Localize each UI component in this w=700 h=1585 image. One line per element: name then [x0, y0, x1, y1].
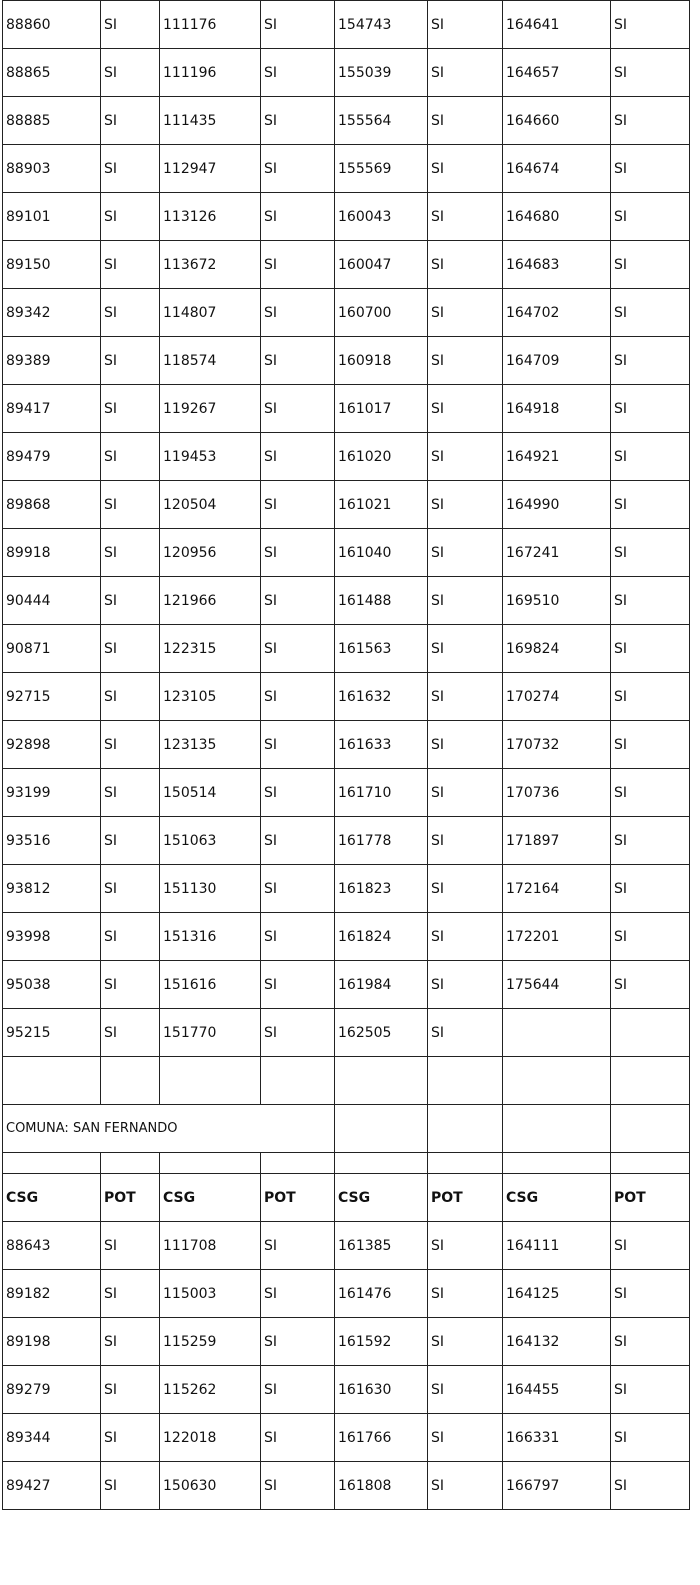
- csg-cell: [160, 1057, 261, 1105]
- pot-cell: SI: [611, 385, 690, 433]
- csg-cell: 111435: [160, 97, 261, 145]
- pot-header: POT: [611, 1174, 690, 1222]
- csg-cell: 88643: [3, 1222, 101, 1270]
- table-row: [3, 577, 690, 625]
- pot-cell: SI: [611, 1462, 690, 1510]
- pot-cell: SI: [611, 817, 690, 865]
- table-row: [3, 481, 690, 529]
- pot-cell: SI: [611, 97, 690, 145]
- table-row: [3, 1318, 690, 1366]
- empty-cell: [3, 1153, 101, 1174]
- pot-cell: SI: [261, 97, 335, 145]
- csg-cell: 161824: [335, 913, 428, 961]
- csg-cell: 89344: [3, 1414, 101, 1462]
- pot-cell: SI: [428, 385, 503, 433]
- pot-cell: SI: [101, 49, 160, 97]
- csg-cell: 89479: [3, 433, 101, 481]
- pot-cell: SI: [611, 625, 690, 673]
- csg-cell: 160043: [335, 193, 428, 241]
- csg-cell: 161020: [335, 433, 428, 481]
- pot-cell: SI: [101, 145, 160, 193]
- table-row: [3, 97, 690, 145]
- csg-cell: 95038: [3, 961, 101, 1009]
- csg-cell: 115262: [160, 1366, 261, 1414]
- csg-header: CSG: [160, 1174, 261, 1222]
- csg-cell: 161984: [335, 961, 428, 1009]
- csg-cell: 122018: [160, 1414, 261, 1462]
- pot-cell: SI: [428, 865, 503, 913]
- pot-cell: SI: [428, 673, 503, 721]
- csg-cell: 88865: [3, 49, 101, 97]
- csg-cell: 89342: [3, 289, 101, 337]
- pot-cell: SI: [611, 865, 690, 913]
- table-row: [3, 1222, 690, 1270]
- pot-cell: SI: [101, 193, 160, 241]
- table-row: [3, 1366, 690, 1414]
- pot-cell: SI: [428, 577, 503, 625]
- csg-cell: 111708: [160, 1222, 261, 1270]
- empty-cell: [335, 1105, 428, 1153]
- csg-cell: 111196: [160, 49, 261, 97]
- csg-cell: 161633: [335, 721, 428, 769]
- table-row: [3, 1414, 690, 1462]
- csg-cell: 150630: [160, 1462, 261, 1510]
- csg-cell: 89101: [3, 193, 101, 241]
- csg-cell: 167241: [503, 529, 611, 577]
- csg-cell: 169510: [503, 577, 611, 625]
- csg-cell: 161040: [335, 529, 428, 577]
- pot-cell: SI: [428, 241, 503, 289]
- csg-cell: 172201: [503, 913, 611, 961]
- pot-cell: SI: [261, 1270, 335, 1318]
- csg-cell: 164125: [503, 1270, 611, 1318]
- csg-cell: 115003: [160, 1270, 261, 1318]
- table-row: [3, 913, 690, 961]
- column-header-row: [3, 1174, 690, 1222]
- csg-cell: 161808: [335, 1462, 428, 1510]
- pot-cell: SI: [428, 193, 503, 241]
- csg-cell: 160700: [335, 289, 428, 337]
- csg-cell: 111176: [160, 1, 261, 49]
- pot-cell: SI: [611, 1, 690, 49]
- table-row: [3, 961, 690, 1009]
- csg-cell: 164132: [503, 1318, 611, 1366]
- pot-cell: SI: [261, 337, 335, 385]
- pot-cell: [611, 1057, 690, 1105]
- pot-cell: SI: [611, 1222, 690, 1270]
- pot-cell: SI: [428, 433, 503, 481]
- table-row: [3, 769, 690, 817]
- pot-cell: SI: [261, 1009, 335, 1057]
- pot-cell: SI: [101, 289, 160, 337]
- csg-cell: 164111: [503, 1222, 611, 1270]
- pot-cell: SI: [261, 433, 335, 481]
- csg-cell: 151130: [160, 865, 261, 913]
- pot-cell: SI: [261, 145, 335, 193]
- csg-cell: 161710: [335, 769, 428, 817]
- csg-cell: 161778: [335, 817, 428, 865]
- csg-cell: 92715: [3, 673, 101, 721]
- table-row: [3, 1009, 690, 1057]
- table-row: [3, 433, 690, 481]
- csg-cell: 164674: [503, 145, 611, 193]
- csg-cell: 119267: [160, 385, 261, 433]
- csg-cell: 151616: [160, 961, 261, 1009]
- csg-cell: 93199: [3, 769, 101, 817]
- csg-cell: 161017: [335, 385, 428, 433]
- pot-cell: SI: [611, 145, 690, 193]
- pot-cell: SI: [611, 241, 690, 289]
- csg-cell: 164455: [503, 1366, 611, 1414]
- csg-cell: 95215: [3, 1009, 101, 1057]
- pot-cell: SI: [611, 1270, 690, 1318]
- csg-cell: 113672: [160, 241, 261, 289]
- pot-cell: SI: [101, 817, 160, 865]
- table-row: [3, 625, 690, 673]
- csg-cell: 118574: [160, 337, 261, 385]
- pot-cell: SI: [428, 1414, 503, 1462]
- csg-cell: 89150: [3, 241, 101, 289]
- pot-cell: SI: [428, 289, 503, 337]
- pot-cell: SI: [261, 673, 335, 721]
- pot-cell: SI: [261, 625, 335, 673]
- csg-cell: 164660: [503, 97, 611, 145]
- csg-cell: 150514: [160, 769, 261, 817]
- csg-cell: 90871: [3, 625, 101, 673]
- pot-cell: SI: [101, 865, 160, 913]
- table-row: [3, 241, 690, 289]
- pot-cell: SI: [428, 817, 503, 865]
- pot-cell: SI: [101, 1009, 160, 1057]
- pot-cell: SI: [101, 721, 160, 769]
- csg-cell: 151316: [160, 913, 261, 961]
- spacer-row: [3, 1153, 690, 1174]
- csg-cell: 151770: [160, 1009, 261, 1057]
- csg-cell: 161630: [335, 1366, 428, 1414]
- csg-cell: 123135: [160, 721, 261, 769]
- pot-cell: SI: [261, 481, 335, 529]
- registry-table: [2, 0, 690, 1510]
- csg-cell: 161823: [335, 865, 428, 913]
- pot-cell: SI: [428, 1462, 503, 1510]
- pot-cell: SI: [101, 433, 160, 481]
- table-row: [3, 721, 690, 769]
- pot-cell: SI: [611, 289, 690, 337]
- empty-cell: [428, 1153, 503, 1174]
- table-row: [3, 289, 690, 337]
- csg-cell: [503, 1057, 611, 1105]
- table-row: [3, 385, 690, 433]
- csg-cell: 170274: [503, 673, 611, 721]
- pot-cell: SI: [428, 529, 503, 577]
- pot-cell: SI: [101, 481, 160, 529]
- pot-cell: SI: [611, 433, 690, 481]
- csg-cell: 172164: [503, 865, 611, 913]
- section-title: COMUNA: SAN FERNANDO: [3, 1105, 335, 1153]
- csg-cell: 161592: [335, 1318, 428, 1366]
- pot-cell: SI: [611, 769, 690, 817]
- table-row: [3, 529, 690, 577]
- table-row: [3, 673, 690, 721]
- pot-cell: SI: [101, 337, 160, 385]
- section-caption-row: [3, 1105, 690, 1153]
- table-row: [3, 1462, 690, 1510]
- pot-cell: SI: [101, 577, 160, 625]
- table-row: [3, 145, 690, 193]
- csg-cell: 93812: [3, 865, 101, 913]
- pot-cell: [101, 1057, 160, 1105]
- csg-cell: 93998: [3, 913, 101, 961]
- pot-cell: SI: [611, 961, 690, 1009]
- csg-cell: 88885: [3, 97, 101, 145]
- csg-cell: 120956: [160, 529, 261, 577]
- csg-cell: 113126: [160, 193, 261, 241]
- csg-cell: 93516: [3, 817, 101, 865]
- table-row: [3, 193, 690, 241]
- pot-cell: SI: [611, 1414, 690, 1462]
- csg-header: CSG: [503, 1174, 611, 1222]
- csg-cell: 115259: [160, 1318, 261, 1366]
- csg-cell: 89868: [3, 481, 101, 529]
- csg-cell: 164921: [503, 433, 611, 481]
- csg-cell: 166797: [503, 1462, 611, 1510]
- pot-cell: SI: [101, 769, 160, 817]
- pot-cell: SI: [261, 1222, 335, 1270]
- pot-header: POT: [428, 1174, 503, 1222]
- csg-cell: 164990: [503, 481, 611, 529]
- pot-cell: SI: [611, 673, 690, 721]
- pot-cell: SI: [428, 1318, 503, 1366]
- pot-cell: [261, 1057, 335, 1105]
- pot-cell: [428, 1057, 503, 1105]
- table-row: [3, 1, 690, 49]
- csg-cell: 90444: [3, 577, 101, 625]
- pot-cell: SI: [261, 529, 335, 577]
- pot-cell: SI: [428, 337, 503, 385]
- pot-cell: SI: [101, 1, 160, 49]
- pot-cell: SI: [428, 97, 503, 145]
- pot-cell: SI: [611, 1366, 690, 1414]
- table-row: [3, 817, 690, 865]
- table-row: [3, 337, 690, 385]
- csg-cell: 170732: [503, 721, 611, 769]
- empty-cell: [611, 1105, 690, 1153]
- pot-cell: SI: [611, 529, 690, 577]
- csg-cell: 92898: [3, 721, 101, 769]
- pot-cell: SI: [428, 913, 503, 961]
- csg-cell: 164641: [503, 1, 611, 49]
- empty-cell: [503, 1153, 611, 1174]
- csg-cell: [335, 1057, 428, 1105]
- pot-cell: SI: [261, 913, 335, 961]
- csg-cell: 121966: [160, 577, 261, 625]
- pot-cell: SI: [101, 1222, 160, 1270]
- pot-cell: SI: [261, 193, 335, 241]
- csg-cell: 164683: [503, 241, 611, 289]
- pot-cell: SI: [428, 721, 503, 769]
- pot-cell: SI: [261, 385, 335, 433]
- pot-cell: SI: [428, 1009, 503, 1057]
- empty-cell: [503, 1105, 611, 1153]
- pot-cell: SI: [101, 1462, 160, 1510]
- pot-cell: SI: [261, 769, 335, 817]
- csg-cell: 89427: [3, 1462, 101, 1510]
- csg-cell: 175644: [503, 961, 611, 1009]
- pot-cell: SI: [261, 241, 335, 289]
- pot-cell: SI: [101, 625, 160, 673]
- pot-cell: SI: [101, 1318, 160, 1366]
- pot-cell: SI: [611, 49, 690, 97]
- csg-cell: 170736: [503, 769, 611, 817]
- csg-cell: 89417: [3, 385, 101, 433]
- csg-cell: 155569: [335, 145, 428, 193]
- empty-cell: [611, 1153, 690, 1174]
- pot-cell: SI: [101, 1414, 160, 1462]
- csg-header: CSG: [335, 1174, 428, 1222]
- pot-cell: SI: [261, 1366, 335, 1414]
- csg-cell: [503, 1009, 611, 1057]
- empty-cell: [101, 1153, 160, 1174]
- csg-cell: 164680: [503, 193, 611, 241]
- pot-cell: SI: [261, 721, 335, 769]
- csg-cell: 89389: [3, 337, 101, 385]
- pot-cell: SI: [611, 721, 690, 769]
- pot-cell: SI: [611, 913, 690, 961]
- csg-cell: 151063: [160, 817, 261, 865]
- csg-cell: 161385: [335, 1222, 428, 1270]
- csg-cell: 155564: [335, 97, 428, 145]
- csg-cell: 161766: [335, 1414, 428, 1462]
- csg-cell: [3, 1057, 101, 1105]
- pot-cell: SI: [428, 1366, 503, 1414]
- csg-cell: 164702: [503, 289, 611, 337]
- pot-cell: SI: [611, 577, 690, 625]
- csg-cell: 123105: [160, 673, 261, 721]
- pot-cell: SI: [261, 1, 335, 49]
- csg-cell: 89279: [3, 1366, 101, 1414]
- empty-cell: [428, 1105, 503, 1153]
- table-row: [3, 49, 690, 97]
- pot-cell: SI: [261, 1414, 335, 1462]
- csg-cell: 171897: [503, 817, 611, 865]
- csg-cell: 161488: [335, 577, 428, 625]
- csg-cell: 169824: [503, 625, 611, 673]
- csg-cell: 164657: [503, 49, 611, 97]
- csg-cell: 88903: [3, 145, 101, 193]
- pot-cell: SI: [101, 241, 160, 289]
- csg-cell: 154743: [335, 1, 428, 49]
- csg-cell: 89198: [3, 1318, 101, 1366]
- pot-cell: SI: [261, 865, 335, 913]
- pot-cell: SI: [428, 1222, 503, 1270]
- pot-cell: SI: [261, 49, 335, 97]
- csg-cell: 120504: [160, 481, 261, 529]
- csg-cell: 161632: [335, 673, 428, 721]
- csg-cell: 164709: [503, 337, 611, 385]
- pot-cell: SI: [428, 1, 503, 49]
- csg-cell: 161563: [335, 625, 428, 673]
- pot-cell: SI: [101, 97, 160, 145]
- csg-cell: 112947: [160, 145, 261, 193]
- pot-cell: SI: [261, 817, 335, 865]
- pot-cell: SI: [101, 961, 160, 1009]
- csg-cell: 164918: [503, 385, 611, 433]
- pot-cell: SI: [101, 913, 160, 961]
- pot-cell: SI: [101, 529, 160, 577]
- csg-cell: 166331: [503, 1414, 611, 1462]
- csg-cell: 161021: [335, 481, 428, 529]
- table-row: [3, 1270, 690, 1318]
- csg-cell: 122315: [160, 625, 261, 673]
- csg-header: CSG: [3, 1174, 101, 1222]
- pot-cell: SI: [101, 673, 160, 721]
- table-row: [3, 1057, 690, 1105]
- pot-cell: SI: [261, 961, 335, 1009]
- pot-cell: SI: [101, 1270, 160, 1318]
- csg-cell: 161476: [335, 1270, 428, 1318]
- pot-cell: SI: [428, 625, 503, 673]
- empty-cell: [160, 1153, 261, 1174]
- pot-cell: SI: [101, 385, 160, 433]
- table-row: [3, 865, 690, 913]
- pot-cell: SI: [428, 481, 503, 529]
- csg-cell: 160918: [335, 337, 428, 385]
- csg-cell: 119453: [160, 433, 261, 481]
- pot-cell: SI: [611, 1318, 690, 1366]
- pot-cell: SI: [428, 49, 503, 97]
- csg-cell: 89182: [3, 1270, 101, 1318]
- csg-cell: 114807: [160, 289, 261, 337]
- pot-cell: SI: [101, 1366, 160, 1414]
- pot-cell: SI: [428, 145, 503, 193]
- csg-cell: 160047: [335, 241, 428, 289]
- empty-cell: [261, 1153, 335, 1174]
- csg-cell: 155039: [335, 49, 428, 97]
- pot-cell: SI: [611, 481, 690, 529]
- csg-cell: 88860: [3, 1, 101, 49]
- pot-cell: SI: [261, 289, 335, 337]
- csg-cell: 162505: [335, 1009, 428, 1057]
- pot-cell: SI: [261, 1318, 335, 1366]
- pot-cell: SI: [428, 961, 503, 1009]
- pot-cell: SI: [428, 769, 503, 817]
- pot-cell: SI: [428, 1270, 503, 1318]
- pot-cell: SI: [611, 337, 690, 385]
- pot-cell: SI: [261, 1462, 335, 1510]
- pot-cell: SI: [611, 193, 690, 241]
- empty-cell: [335, 1153, 428, 1174]
- pot-cell: SI: [261, 577, 335, 625]
- pot-header: POT: [101, 1174, 160, 1222]
- pot-cell: [611, 1009, 690, 1057]
- pot-header: POT: [261, 1174, 335, 1222]
- csg-cell: 89918: [3, 529, 101, 577]
